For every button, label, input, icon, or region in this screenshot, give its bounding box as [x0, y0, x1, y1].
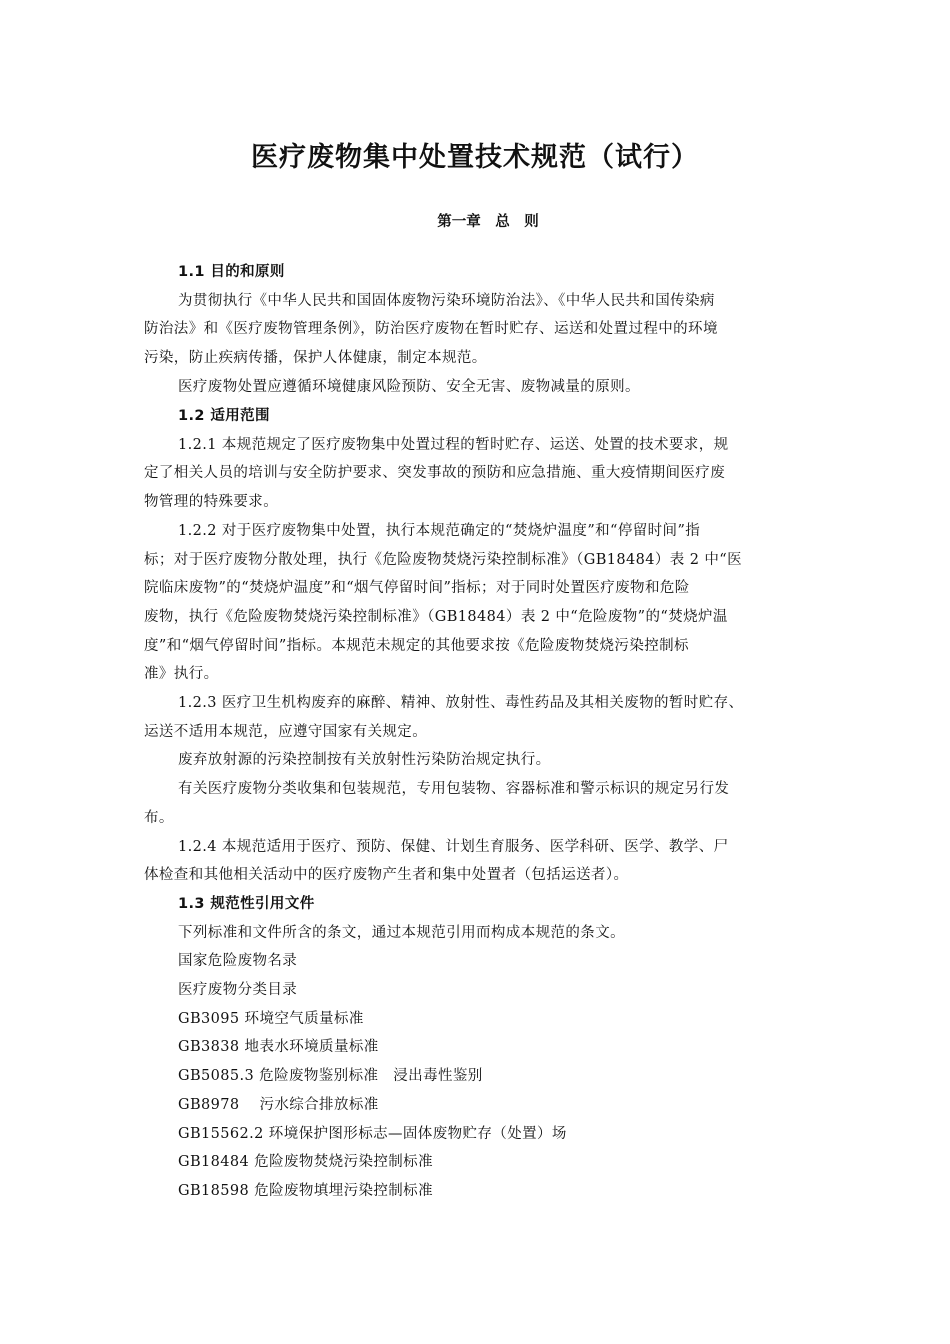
paragraph-line: 体检查和其他相关活动中的医疗废物产生者和集中处置者（包括运送者）。: [144, 867, 629, 883]
document-title: 医疗废物集中处置技术规范（试行）: [251, 142, 699, 173]
paragraph-line: 污染，防止疾病传播，保护人体健康，制定本规范。: [144, 350, 487, 366]
reference-item: GB18484 危险废物焚烧污染控制标准: [178, 1154, 433, 1170]
reference-item: GB18598 危险废物填埋污染控制标准: [178, 1183, 433, 1199]
paragraph-line: 1.2.3 医疗卫生机构废弃的麻醉、精神、放射性、毒性药品及其相关废物的暂时贮存、: [178, 695, 744, 711]
paragraph-line: 废弃放射源的污染控制按有关放射性污染防治规定执行。: [178, 752, 551, 768]
reference-item: GB15562.2 环境保护图形标志—固体废物贮存（处置）场: [178, 1126, 567, 1142]
section-heading-1-2: 1.2 适用范围: [178, 408, 270, 424]
paragraph-line: 废物，执行《危险废物焚烧污染控制标准》（GB18484）表 2 中“危险废物”的“焚烧炉温: [144, 609, 728, 625]
paragraph-line: 防治法》和《医疗废物管理条例》，防治医疗废物在暂时贮存、运送和处置过程中的环境: [144, 321, 718, 337]
paragraph-line: 物管理的特殊要求。: [144, 494, 279, 510]
reference-item: GB3838 地表水环境质量标准: [178, 1039, 379, 1055]
paragraph-line: 1.2.4 本规范适用于医疗、预防、保健、计划生育服务、医学科研、医学、教学、尸: [178, 839, 729, 855]
paragraph-line: 布。: [144, 810, 174, 826]
paragraph-line: 准》执行。: [144, 666, 219, 682]
paragraph-line: 医疗废物处置应遵循环境健康风险预防、安全无害、废物减量的原则。: [178, 379, 640, 395]
reference-item: GB8978 污水综合排放标准: [178, 1097, 379, 1113]
section-heading-1-1: 1.1 目的和原则: [178, 264, 285, 280]
reference-item: 国家危险废物名录: [178, 953, 298, 969]
paragraph-line: 1.2.1 本规范规定了医疗废物集中处置过程的暂时贮存、运送、处置的技术要求，规: [178, 437, 729, 453]
reference-item: GB5085.3 危险废物鉴别标准 浸出毒性鉴别: [178, 1068, 483, 1084]
paragraph-line: 1.2.2 对于医疗废物集中处置，执行本规范确定的“焚烧炉温度”和“停留时间”指: [178, 523, 701, 539]
chapter-heading: 第一章 总 则: [437, 214, 539, 230]
paragraph-line: 标；对于医疗废物分散处理，执行《危险废物焚烧污染控制标准》（GB18484）表 2 中“医: [144, 552, 742, 568]
paragraph-line: 院临床废物”的“焚烧炉温度”和“烟气停留时间”指标；对于同时处置医疗废物和危险: [144, 580, 690, 596]
section-heading-1-3: 1.3 规范性引用文件: [178, 896, 315, 912]
paragraph-line: 为贯彻执行《中华人民共和国固体废物污染环境防治法》、《中华人民共和国传染病: [178, 293, 715, 309]
paragraph-line: 下列标准和文件所含的条文，通过本规范引用而构成本规范的条文。: [178, 925, 625, 941]
paragraph-line: 运送不适用本规范，应遵守国家有关规定。: [144, 724, 428, 740]
reference-item: GB3095 环境空气质量标准: [178, 1011, 364, 1027]
paragraph-line: 有关医疗废物分类收集和包装规范，专用包装物、容器标准和警示标识的规定另行发: [178, 781, 730, 797]
paragraph-line: 定了相关人员的培训与安全防护要求、突发事故的预防和应急措施、重大疫情期间医疗废: [144, 465, 726, 481]
paragraph-line: 度”和“烟气停留时间”指标。本规范未规定的其他要求按《危险废物焚烧污染控制标: [144, 638, 689, 654]
reference-item: 医疗废物分类目录: [178, 982, 298, 998]
